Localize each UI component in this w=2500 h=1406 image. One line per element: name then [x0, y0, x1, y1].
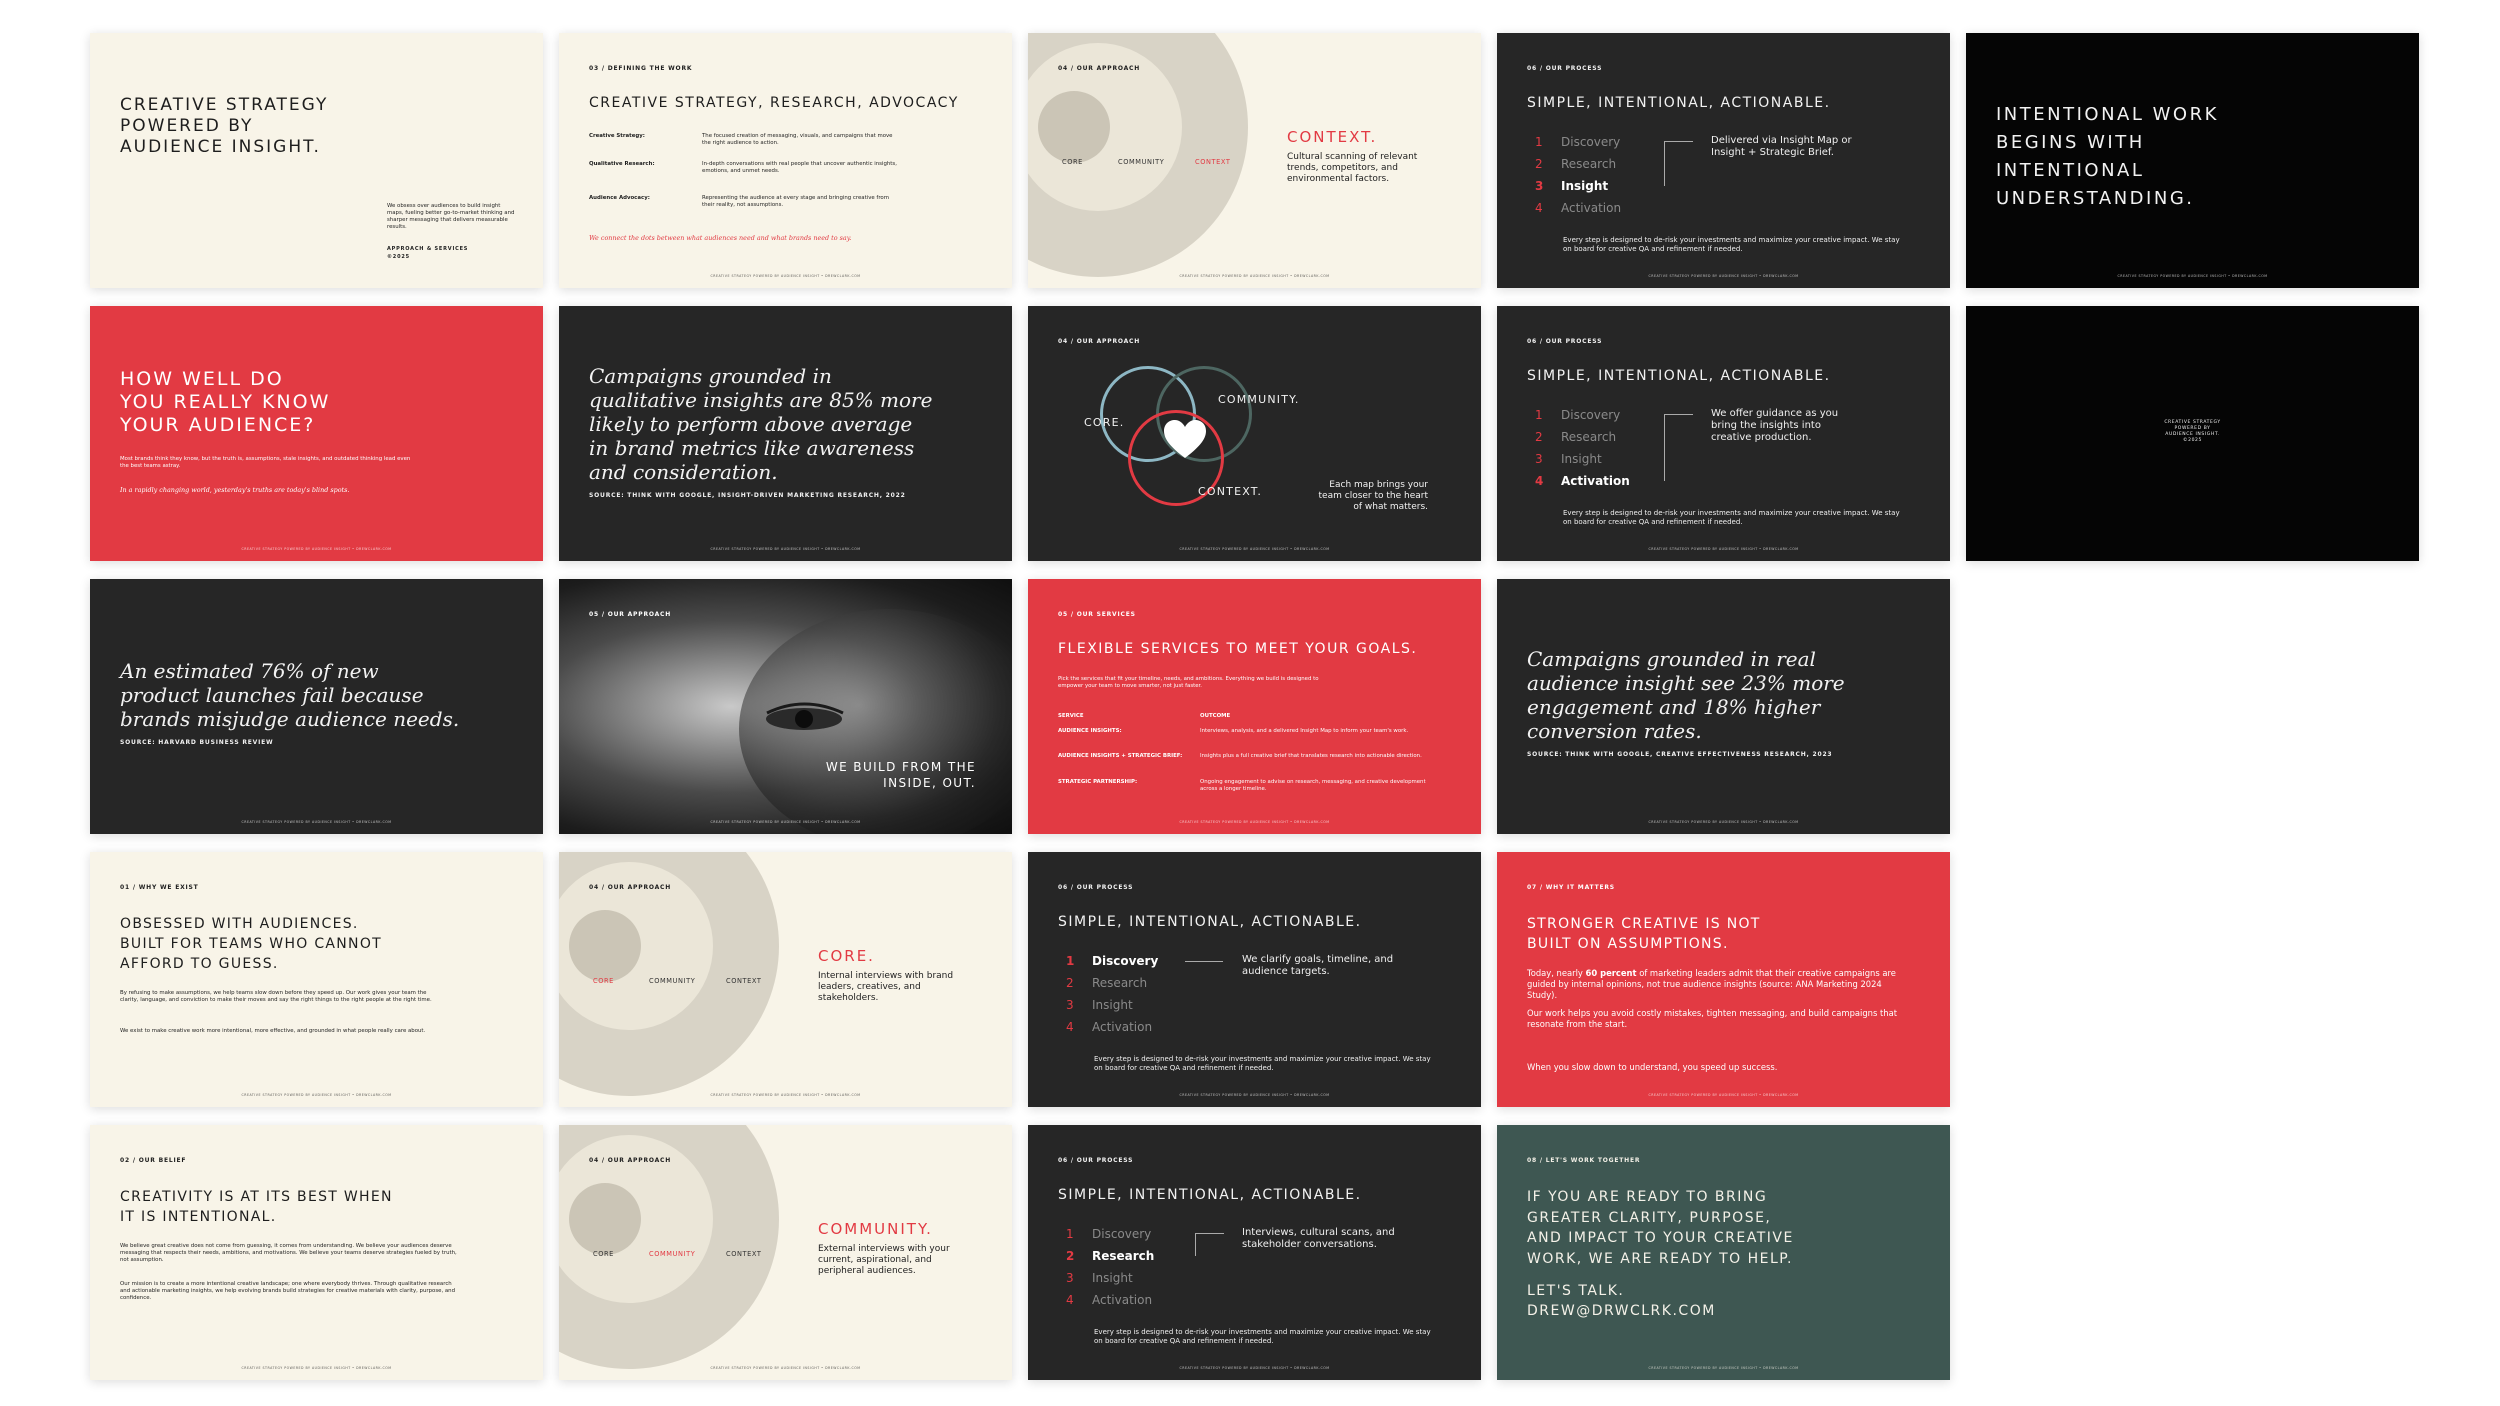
slide-title: SIMPLE, INTENTIONAL, ACTIONABLE. [1058, 914, 1362, 930]
slide-title: STRONGER CREATIVE IS NOT BUILT ON ASSUMPTIONS. [1527, 916, 1761, 952]
stat-quote: An estimated 76% of new product launches fail because brands misjudge audience needs. [120, 659, 460, 731]
quote: We connect the dots between what audiences need and what brands need to say. [589, 234, 852, 242]
connector-line [1185, 961, 1223, 962]
label-context: CONTEXT [726, 1250, 762, 1258]
step-research: 2 Research [1066, 976, 1148, 990]
process-note: Every step is designed to de-risk your investments and maximize your creative impact. We stay on board for creative QA and refinement if needed. [1094, 1055, 1431, 1072]
body: Internal interviews with brand leaders, creatives, and stakeholders. [818, 971, 954, 1003]
inner-circle [569, 910, 641, 982]
eyebrow: 04 / OUR APPROACH [589, 884, 672, 891]
heading: CONTEXT. [1287, 128, 1378, 146]
slide-title: INTENTIONAL WORK BEGINS WITH INTENTIONAL UNDERSTANDING. [1996, 104, 2219, 209]
header-outcome: OUTCOME [1200, 713, 1231, 719]
step-discovery: 1 Discovery [1066, 1227, 1152, 1241]
footer: CREATIVE STRATEGY POWERED BY AUDIENCE INSIGHT • DREWCLARK.COM [241, 1366, 392, 1370]
paragraph: We exist to make creative work more intentional, more effective, and grounded in what people really care about. [120, 1028, 426, 1034]
slide-stat-76[interactable] [90, 579, 543, 834]
intro: Pick the services that fit your timeline, needs, and ambitions. Everything we build is designed to empower your team to move smarter, not just faster. [1058, 676, 1319, 689]
photo-caption: WE BUILD FROM THE INSIDE, OUT. [825, 760, 976, 790]
process-note: Every step is designed to de-risk your investments and maximize your creative impact. We stay on board for creative QA and refinement if needed. [1563, 509, 1900, 526]
slide-process-research[interactable] [1028, 1125, 1481, 1380]
slide-title: OBSESSED WITH AUDIENCES. BUILT FOR TEAMS WHO CANNOT AFFORD TO GUESS. [120, 916, 383, 972]
eyebrow: 01 / WHY WE EXIST [120, 884, 199, 891]
eyebrow: 06 / OUR PROCESS [1527, 338, 1603, 345]
eyebrow: 06 / OUR PROCESS [1527, 65, 1603, 72]
slide-approach-community[interactable] [559, 1125, 1012, 1380]
slide-venn[interactable] [1028, 306, 1481, 561]
footer: CREATIVE STRATEGY POWERED BY AUDIENCE INSIGHT • DREWCLARK.COM [1648, 820, 1799, 824]
service-outcome: Ongoing engagement to advise on research, messaging, and creative development across a longer timeline. [1200, 779, 1426, 792]
eye-icon [759, 699, 849, 739]
paragraph: By refusing to make assumptions, we help teams slow down before they speed up. Our work gives your team the clarity, language, and conviction to make their moves and say the right things to the right people at the right time. [120, 990, 432, 1003]
eyebrow: 02 / OUR BELIEF [120, 1157, 187, 1164]
footer: CREATIVE STRATEGY POWERED BY AUDIENCE INSIGHT • DREWCLARK.COM [710, 820, 861, 824]
eyebrow: 03 / DEFINING THE WORK [589, 65, 693, 72]
cover-body: We obsess over audiences to build insight maps, fueling better go-to-market thinking and sharper messaging that delivers measurable results. [387, 203, 515, 230]
row-text: The focused creation of messaging, visuals, and campaigns that move the right audience to action. [702, 133, 893, 146]
row-text: Representing the audience at every stage and bringing creative from their reality, not assumptions. [702, 195, 889, 208]
label-community: COMMUNITY [649, 977, 696, 985]
step-activation: 4 Activation [1535, 201, 1622, 215]
quote: In a rapidly changing world, yesterday's truths are today's blind spots. [120, 486, 350, 494]
footer: CREATIVE STRATEGY POWERED BY AUDIENCE INSIGHT • DREWCLARK.COM [1179, 547, 1330, 551]
heading: CORE. [818, 947, 875, 965]
heading: COMMUNITY. [818, 1220, 933, 1238]
source: SOURCE: HARVARD BUSINESS REVIEW [120, 739, 274, 746]
process-note: Every step is designed to de-risk your investments and maximize your creative impact. We stay on board for creative QA and refinement if needed. [1563, 236, 1900, 253]
eyebrow: 06 / OUR PROCESS [1058, 884, 1134, 891]
step-activation: 4 Activation [1066, 1020, 1153, 1034]
eyebrow: 08 / LET'S WORK TOGETHER [1527, 1157, 1641, 1164]
slide-title: SIMPLE, INTENTIONAL, ACTIONABLE. [1527, 368, 1831, 384]
step-research: 2 Research [1535, 430, 1617, 444]
eyebrow: 05 / OUR APPROACH [589, 611, 672, 618]
step-insight: 3 Insight [1066, 998, 1133, 1012]
source: SOURCE: THINK WITH GOOGLE, INSIGHT-DRIVEN MARKETING RESEARCH, 2022 [589, 492, 906, 499]
footer: CREATIVE STRATEGY POWERED BY AUDIENCE INSIGHT • DREWCLARK.COM [241, 820, 392, 824]
slide-process-discovery[interactable] [1028, 852, 1481, 1107]
heart-icon [1162, 418, 1208, 460]
paragraph: Our work helps you avoid costly mistakes, tighten messaging, and build campaigns that resonate from the start. [1527, 1008, 1898, 1029]
step-activation: 4 Activation [1066, 1293, 1153, 1307]
cover-title: CREATIVE STRATEGY POWERED BY AUDIENCE INSIGHT. [120, 95, 329, 157]
step-discovery: 1 Discovery [1066, 954, 1159, 968]
footer: CREATIVE STRATEGY POWERED BY AUDIENCE INSIGHT • DREWCLARK.COM [1179, 820, 1330, 824]
row-label: Qualitative Research: [589, 161, 655, 167]
body: Cultural scanning of relevant trends, competitors, and environmental factors. [1287, 152, 1418, 184]
body: Most brands think they know, but the truth is, assumptions, stale insights, and outdated thinking lead even the best teams astray. [120, 456, 411, 469]
slide-process-insight[interactable] [1497, 33, 1950, 288]
eyebrow: 07 / WHY IT MATTERS [1527, 884, 1615, 891]
slide-stat-23[interactable] [1497, 579, 1950, 834]
step-description: Delivered via Insight Map or Insight + Strategic Brief. [1711, 135, 1852, 158]
label-core: CORE [593, 1250, 614, 1258]
body: External interviews with your current, aspirational, and peripheral audiences. [818, 1244, 950, 1276]
slide-title: FLEXIBLE SERVICES TO MEET YOUR GOALS. [1058, 641, 1418, 657]
step-description: We clarify goals, timeline, and audience targets. [1242, 954, 1394, 977]
service-name: AUDIENCE INSIGHTS: [1058, 728, 1122, 734]
stat-quote: Campaigns grounded in qualitative insights are 85% more likely to perform above average in brand metrics like awareness and consideration. [589, 364, 933, 484]
footer: CREATIVE STRATEGY POWERED BY AUDIENCE INSIGHT • DREWCLARK.COM [2117, 274, 2268, 278]
eyebrow: 04 / OUR APPROACH [1058, 65, 1141, 72]
footer: CREATIVE STRATEGY POWERED BY AUDIENCE INSIGHT • DREWCLARK.COM [1179, 274, 1330, 278]
label-community: COMMUNITY [1118, 158, 1165, 166]
connector-line [1195, 1233, 1224, 1256]
slide-approach-context[interactable] [1028, 33, 1481, 288]
footer: CREATIVE STRATEGY POWERED BY AUDIENCE INSIGHT • DREWCLARK.COM [1648, 1366, 1799, 1370]
closing-mark: CREATIVE STRATEGY POWERED BY AUDIENCE INSIGHT. ©2025 [2164, 420, 2221, 443]
slide-services[interactable] [1028, 579, 1481, 834]
step-description: We offer guidance as you bring the insights into creative production. [1711, 408, 1839, 443]
email-link[interactable]: DREW@DRWCLRK.COM [1527, 1303, 1716, 1319]
step-discovery: 1 Discovery [1535, 135, 1621, 149]
cover-tag: APPROACH & SERVICES [387, 246, 469, 252]
label-community: COMMUNITY [649, 1250, 696, 1258]
label-context: CONTEXT [726, 977, 762, 985]
slide-cover[interactable] [90, 33, 543, 288]
step-insight: 3 Insight [1535, 179, 1609, 193]
step-research: 2 Research [1066, 1249, 1155, 1263]
slide-photo[interactable] [559, 579, 1012, 834]
slide-title: IF YOU ARE READY TO BRING GREATER CLARITY, PURPOSE, AND IMPACT TO YOUR CREATIVE WORK, WE ARE READY TO HELP. [1527, 1189, 1794, 1267]
footer: CREATIVE STRATEGY POWERED BY AUDIENCE INSIGHT • DREWCLARK.COM [241, 1093, 392, 1097]
service-name: AUDIENCE INSIGHTS + STRATEGIC BRIEF: [1058, 753, 1183, 759]
header-service: SERVICE [1058, 713, 1084, 719]
paragraph: We believe great creative does not come from guessing, it comes from understanding. We believe your audiences deserve messaging that respects their needs, ambitions, and motivations. We believe your teams deserve strategies fueled by truth, not assumption. [120, 1243, 457, 1263]
venn-note: Each map brings your team closer to the heart of what matters. [1318, 480, 1428, 512]
process-note: Every step is designed to de-risk your investments and maximize your creative impact. We stay on board for creative QA and refinement if needed. [1094, 1328, 1431, 1345]
step-insight: 3 Insight [1535, 452, 1602, 466]
eyebrow: 05 / OUR SERVICES [1058, 611, 1136, 618]
eyebrow: 04 / OUR APPROACH [589, 1157, 672, 1164]
slide-title: SIMPLE, INTENTIONAL, ACTIONABLE. [1527, 95, 1831, 111]
footer: CREATIVE STRATEGY POWERED BY AUDIENCE INSIGHT • DREWCLARK.COM [710, 547, 861, 551]
footer: CREATIVE STRATEGY POWERED BY AUDIENCE INSIGHT • DREWCLARK.COM [1648, 1093, 1799, 1097]
footer: CREATIVE STRATEGY POWERED BY AUDIENCE INSIGHT • DREWCLARK.COM [1179, 1093, 1330, 1097]
slide-why-exist[interactable] [90, 852, 543, 1107]
process-steps [1066, 1223, 1154, 1311]
connector-line [1664, 141, 1693, 186]
step-discovery: 1 Discovery [1535, 408, 1621, 422]
venn-label-context: CONTEXT. [1198, 485, 1263, 498]
slide-why-matters[interactable] [1497, 852, 1950, 1107]
service-outcome: Insights plus a full creative brief that translates research into actionable direction. [1200, 753, 1422, 759]
footer: CREATIVE STRATEGY POWERED BY AUDIENCE INSIGHT • DREWCLARK.COM [1648, 547, 1799, 551]
venn-label-core: CORE. [1084, 416, 1125, 429]
footer: CREATIVE STRATEGY POWERED BY AUDIENCE INSIGHT • DREWCLARK.COM [241, 547, 392, 551]
slide-belief[interactable] [90, 1125, 543, 1380]
step-insight: 3 Insight [1066, 1271, 1133, 1285]
process-steps [1535, 404, 1630, 492]
slide-title: CREATIVE STRATEGY, RESEARCH, ADVOCACY [589, 95, 959, 111]
service-name: STRATEGIC PARTNERSHIP: [1058, 779, 1138, 785]
step-description: Interviews, cultural scans, and stakeholder conversations. [1242, 1227, 1395, 1250]
slide-approach-core[interactable] [559, 852, 1012, 1107]
slide-process-activation[interactable] [1497, 306, 1950, 561]
process-steps [1535, 131, 1621, 219]
step-activation: 4 Activation [1535, 474, 1630, 488]
source: SOURCE: THINK WITH GOOGLE, CREATIVE EFFECTIVENESS RESEARCH, 2023 [1527, 751, 1833, 758]
paragraph: When you slow down to understand, you speed up success. [1527, 1062, 1778, 1072]
stat-quote: Campaigns grounded in real audience insight see 23% more engagement and 18% higher conversion rates. [1527, 647, 1845, 743]
paragraph: Today, nearly 60 percent of marketing leaders admit that their creative campaigns are guided by internal opinions, not true audience insights (source: ANA Marketing 2024 Study). [1527, 968, 1896, 1000]
footer: CREATIVE STRATEGY POWERED BY AUDIENCE INSIGHT • DREWCLARK.COM [710, 274, 861, 278]
step-research: 2 Research [1535, 157, 1617, 171]
slide-intentional[interactable] [1966, 33, 2419, 288]
row-text: In-depth conversations with real people that uncover authentic insights, emotions, and unmet needs. [702, 161, 897, 174]
inner-circle [1038, 91, 1110, 163]
process-steps [1066, 950, 1158, 1038]
slide-title: CREATIVITY IS AT ITS BEST WHEN IT IS INTENTIONAL. [120, 1189, 393, 1225]
service-outcome: Interviews, analysis, and a delivered Insight Map to inform your team's work. [1200, 728, 1409, 734]
inner-circle [569, 1183, 641, 1255]
slide-closing[interactable] [1966, 306, 2419, 561]
slide-defining-work[interactable] [559, 33, 1012, 288]
paragraph: Our mission is to create a more intentional creative landscape; one where everybody thrives. Through qualitative research and actionable marketing insights, we help evolving brands build strategies for creative materials with clarity, purpose, and confidence. [120, 1281, 456, 1301]
slide-work-together[interactable] [1497, 1125, 1950, 1380]
cta: LET'S TALK. [1527, 1283, 1625, 1299]
footer: CREATIVE STRATEGY POWERED BY AUDIENCE INSIGHT • DREWCLARK.COM [710, 1093, 861, 1097]
footer: CREATIVE STRATEGY POWERED BY AUDIENCE INSIGHT • DREWCLARK.COM [1179, 1366, 1330, 1370]
row-label: Audience Advocacy: [589, 195, 650, 201]
slide-know-audience[interactable] [90, 306, 543, 561]
label-context: CONTEXT [1195, 158, 1231, 166]
slide-title: SIMPLE, INTENTIONAL, ACTIONABLE. [1058, 1187, 1362, 1203]
cover-year: ©2025 [387, 254, 410, 260]
connector-line [1664, 414, 1693, 481]
row-label: Creative Strategy: [589, 133, 645, 139]
eyebrow: 04 / OUR APPROACH [1058, 338, 1141, 345]
footer: CREATIVE STRATEGY POWERED BY AUDIENCE INSIGHT • DREWCLARK.COM [710, 1366, 861, 1370]
slide-stat-85[interactable] [559, 306, 1012, 561]
label-core: CORE [593, 977, 614, 985]
slide-title: HOW WELL DO YOU REALLY KNOW YOUR AUDIENCE? [120, 368, 331, 436]
footer: CREATIVE STRATEGY POWERED BY AUDIENCE INSIGHT • DREWCLARK.COM [1648, 274, 1799, 278]
eyebrow: 06 / OUR PROCESS [1058, 1157, 1134, 1164]
venn-label-community: COMMUNITY. [1218, 393, 1300, 406]
label-core: CORE [1062, 158, 1083, 166]
